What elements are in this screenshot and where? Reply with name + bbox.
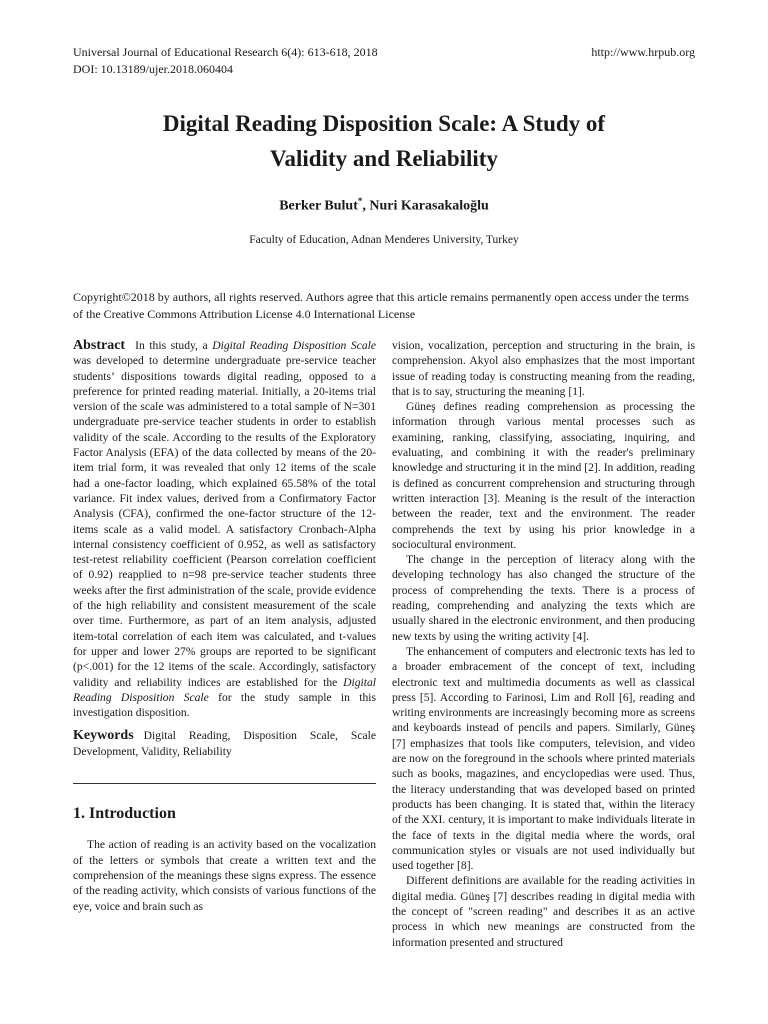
- corresponding-author-mark: *: [357, 196, 363, 206]
- abstract: [73, 338, 376, 720]
- journal-url[interactable]: http://www.hrpub.org: [591, 45, 695, 59]
- paragraph-3: The change in the perception of literacy along with the developing technology has also changed the structure of the process of comprehending the texts. There is a process of reading, comprehending and analyzing the texts which are usually shared in the electronic environment, and then producing new texts by using the writing activity [4].: [392, 553, 695, 643]
- scale-name: Digital Reading Disposition Scale: [212, 339, 376, 352]
- scale-name-2: Digital Reading Disposition Scale: [73, 675, 376, 704]
- paragraph-1: vision, vocalization, perception and structuring in the brain, is comprehension. Akyol also emphasizes that the most important issue of reading today is constructing meaning from the reading, that is to say, structuring the meaning [1].: [392, 339, 695, 398]
- title-line-2: Validity and Reliability: [270, 146, 498, 171]
- section-divider: [73, 783, 376, 784]
- paper-title: [73, 106, 695, 176]
- doi: DOI: 10.13189/ujer.2018.060404: [73, 62, 233, 76]
- keywords: [73, 728, 376, 759]
- paragraph-2: Güneş defines reading comprehension as processing the information through various mental processes such as examining, ranking, classifying, associating, inquiring, and evaluating, and combining it with the reader's preliminary knowledge and structuring it in the mind [2]. In addition, reading is defined as concurrent comprehension and structuring through written interaction [3]. Meaning is the result of the interaction between the reader, text and the environment. The reader comprehends the text by using his prior knowledge in a sociocultural environment.: [392, 400, 695, 551]
- author-1: Berker Bulut: [279, 198, 358, 214]
- right-column: [392, 338, 695, 950]
- copyright-notice: Copyright©2018 by authors, all rights reserved. Authors agree that this article remains permanently open access under the terms of the Creative Commons Attribution License 4.0 International License: [73, 290, 689, 321]
- abstract-label: Abstract: [73, 338, 126, 353]
- affiliation: Faculty of Education, Adnan Menderes University, Turkey: [249, 234, 519, 246]
- section-heading-introduction: 1. Introduction: [73, 805, 176, 823]
- abstract-body: was developed to determine undergraduate pre-service teacher students’ dispositions towards digital reading, opposed to a preference for printed reading material. Initially, a 20-items trial version of the scale was administered to a total sample of N=301 undergraduate pre-service teacher students in order to establish validity of the scale. According to the results of the Exploratory Factor Analysis (EFA) of the data collected by means of the 20-item trial form, it was revealed that only 12 items of the scale had a one-factor loading, which explained 65.58% of the total variance. Fit index values, derived from a Confirmatory Factor Analysis (CFA), confirmed the one-factor structure of the 12-items scale as a valid model. A satisfactory Cronbach-Alpha internal consistency coefficient of 0.952, as well as satisfactory test-retest reliability coefficient (Pearson correlation coefficient of 0.92) reapplied to n=98 pre-service teacher students three weeks after the first administration of the scale, provide evidence of the high reliability and consistent measurement of the scale over time. Furthermore, as part of an item analysis, adjusted item-total correlation of each item was calculated, and t-values for upper and lower 27% groups are reported to be significant (p<.001) for the 12 items of the scale. Accordingly, satisfactory validity and reliability indices are established for the: [73, 354, 376, 689]
- authors: [73, 196, 695, 215]
- abstract-outro: for the study sample in this investigation disposition.: [73, 690, 376, 720]
- intro-paragraph-1: The action of reading is an activity based on the vocalization of the letters or symbols that create a written text and the comprehension of the meanings these signs express. The essence of the reading activity, which consists of various functions of the eye, voice and brain such as: [73, 838, 376, 913]
- paragraph-5: Different definitions are available for the reading activities in digital media. Güneş [7] describes reading in digital media with the concept of "screen reading" and describes it as an active process in which new meanings are constructed from the information presented and structured: [392, 874, 695, 949]
- journal-header: [73, 44, 378, 78]
- author-2: , Nuri Karasakaloğlu: [362, 198, 489, 214]
- keywords-text: Digital Reading, Disposition Scale, Scale Development, Validity, Reliability: [73, 729, 376, 758]
- title-line-1: Digital Reading Disposition Scale: A Study of: [162, 111, 606, 136]
- keywords-label: Keywords: [73, 728, 134, 744]
- abstract-intro: In this study, a: [135, 339, 213, 352]
- paragraph-4: The enhancement of computers and electronic texts has led to a broader embracement of the concept of text, including electronic text and multimedia documents as well as classical press [5]. According to Farinosi, Lim and Roll [6], reading and writing environments are increasingly becoming more as screens and keyboards instead of pencils and papers. Similarly, Güneş [7] emphasizes that tools like computers, television, and video are now on the foreground in the schools where printed materials such as books, magazines, and encyclopedias were used. Thus, the literacy understanding that was developed based on printed products has been changing. It is stated that, within the literacy of the XXI. century, it is important to make individuals literate in the face of texts in the digital media where the words, oral communication styles or visuals are not used individually but used together [8].: [392, 644, 695, 873]
- left-column: [73, 338, 376, 914]
- journal-citation: Universal Journal of Educational Research 6(4): 613-618, 2018: [73, 45, 378, 59]
